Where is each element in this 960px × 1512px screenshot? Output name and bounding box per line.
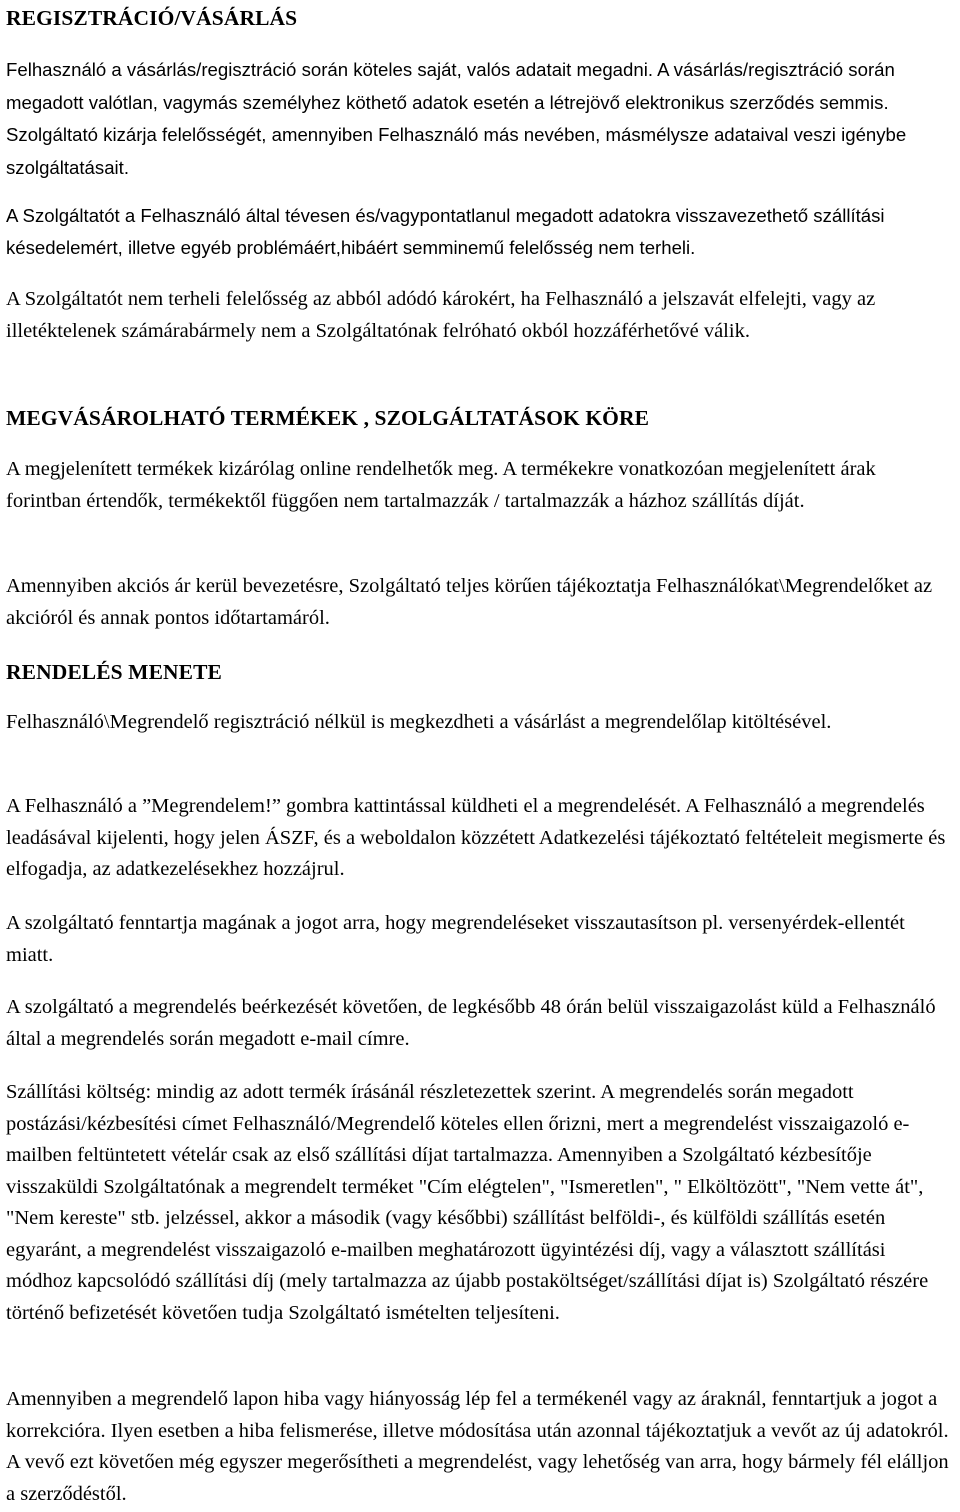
section-heading-products: MEGVÁSÁROLHATÓ TERMÉKEK , SZOLGÁLTATÁSOK KÖRE <box>6 406 650 430</box>
registration-paragraph-1 <box>6 54 956 184</box>
products-paragraph-1: A megjelenített termékek kizárólag online rendelhetők meg. A termékekre vonatkozóan megjelenített árak forintban értendők, termékektől függően nem tartalmazzák / tartalmazzák a házhoz szállítás díját. <box>6 458 876 512</box>
products-paragraph-2: Amennyiben akciós ár kerül bevezetésre, Szolgáltató teljes körűen tájékoztatja Felhasználókat\Megrendelőket az akcióról és annak pontos időtartamáról. <box>6 575 933 629</box>
ordering-paragraph-6: Amennyiben a megrendelő lapon hiba vagy hiányosság lép fel a termékenél vagy az áraknál, fenntartjuk a jogot a korrekcióra. Ilyen esetben a hiba felismerése, illetve módosítása után azonnal tájékoztatjuk a vevőt az új adatokról. A vevő ezt követően még egyszer megerősítheti a megrendelést, vagy lehetőség van arra, hogy bármely fél elálljon a szerződéstől. <box>6 1388 949 1505</box>
registration-paragraph-2: A Szolgáltatót a Felhasználó által tévesen és/vagypontatlanul megadott adatokra visszavezethető szállítási késedelemért, illetve egyéb problémáért,hibáért semminemű felelősség nem terheli. <box>6 205 885 258</box>
ordering-paragraph-1: Felhasználó\Megrendelő regisztráció nélkül is megkezdheti a vásárlást a megrendelőlap kitöltésével. <box>6 711 832 733</box>
registration-paragraph-1-part-b: Szolgáltató kizárja felelősségét, amennyiben Felhasználó más nevében, másmélysze adataival veszi igénybe szolgáltatásait. <box>6 124 907 178</box>
ordering-paragraph-3: A szolgáltató fenntartja magának a jogot arra, hogy megrendeléseket visszautasítson pl. versenyérdek-ellentét miatt. <box>6 912 905 966</box>
section-heading-registration: REGISZTRÁCIÓ/VÁSÁRLÁS <box>6 6 298 30</box>
ordering-paragraph-4: A szolgáltató a megrendelés beérkezését követően, de legkésőbb 48 órán belül visszaigazolást küld a Felhasználó által a megrendelés során megadott e-mail címre. <box>6 996 936 1050</box>
ordering-paragraph-5: Szállítási költség: mindig az adott termék írásánál részletezettek szerint. A megrendelés során megadott postázási/kézbesítési címet Felhasználó/Megrendelő köteles ellen őrizni, mert a megrendelést visszaigazoló e-mailben feltüntetett vételár csak az első szállítási díjat tartalmazza. Amennyiben a Szolgáltató kézbesítője visszaküldi Szolgáltatónak a megrendelt terméket "Cím elégtelen", "Ismeretlen", " Elköltözött", "Nem vette át", "Nem kereste" stb. jelzéssel, akkor a második (vagy későbbi) szállítást belföldi-, és külföldi szállítás esetén egyaránt, a megrendelést visszaigazoló e-mailben meghatározott ügyintézési díj, vagy a választott szállítási módhoz kapcsolódó szállítási díj (mely tartalmazza az újabb postaköltséget/szállítási díjat is) Szolgáltató részére történő befizetését követően tudja Szolgáltató ismételten teljesíteni. <box>6 1081 929 1324</box>
registration-paragraph-3: A Szolgáltatót nem terheli felelősség az abból adódó károkért, ha Felhasználó a jelszavát elfelejti, vagy az illetéktelenek számárabármely nem a Szolgáltatónak felróható okból hozzáférhetővé válik. <box>6 288 876 342</box>
ordering-paragraph-2: A Felhasználó a ”Megrendelem!” gombra kattintással küldheti el a megrendelését. A Felhasználó a megrendelés leadásával kijelenti, hogy jelen ÁSZF, és a weboldalon közzétett Adatkezelési tájékoztató feltételeit megismerte és elfogadja, az adatkezelésekhez hozzájrul. <box>6 795 946 880</box>
registration-paragraph-1-part-a: Felhasználó a vásárlás/regisztráció során köteles saját, valós adatait megadni. A vásárlás/regisztráció során megadott valótlan, vagymás személyhez köthető adatok esetén a létrejövő elektronikus szerződés semmis. <box>6 59 895 113</box>
section-heading-ordering: RENDELÉS MENETE <box>6 660 222 684</box>
